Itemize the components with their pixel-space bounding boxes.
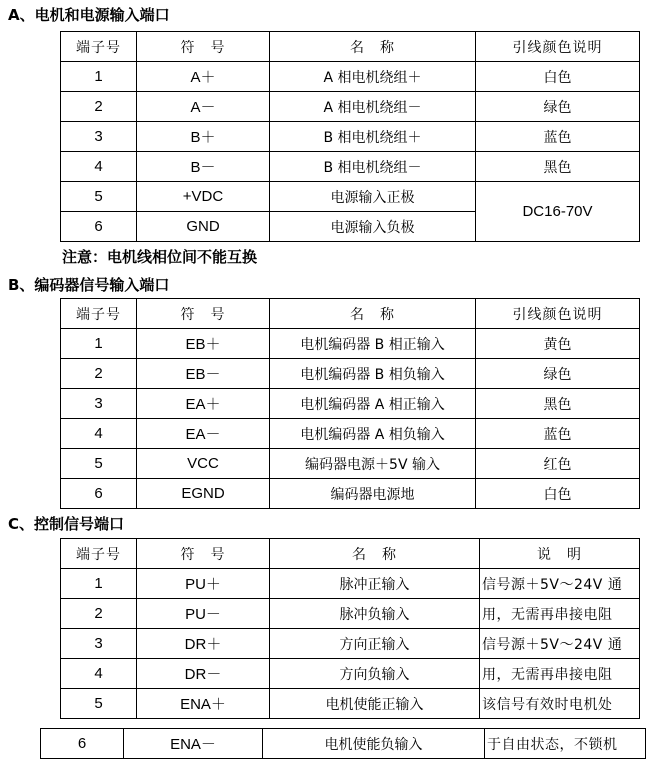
table-row — [61, 689, 640, 719]
terminal-name: B 相电机绕组＋ — [270, 122, 476, 152]
header-name: 名 称 — [270, 32, 476, 62]
terminal-symbol: EA＋ — [137, 389, 270, 419]
terminal-name: 脉冲正输入 — [270, 569, 480, 599]
table-row — [61, 449, 640, 479]
header-terminal: 端子号 — [61, 299, 137, 329]
terminal-symbol: ENA＋ — [137, 689, 270, 719]
section-b-heading: B、编码器信号输入端口 — [8, 276, 170, 294]
table-row — [61, 419, 640, 449]
terminal-symbol: VCC — [137, 449, 270, 479]
table-row — [61, 389, 640, 419]
table-row — [61, 629, 640, 659]
header-description: 说 明 — [480, 539, 640, 569]
terminal-symbol: DR＋ — [137, 629, 270, 659]
terminal-number: 4 — [61, 659, 137, 689]
table-row — [61, 62, 640, 92]
control-signal-table-continued — [40, 728, 646, 759]
terminal-number: 1 — [61, 329, 137, 359]
terminal-symbol: PU－ — [137, 599, 270, 629]
terminal-symbol: EA－ — [137, 419, 270, 449]
terminal-description: 该信号有效时电机处 — [480, 689, 640, 719]
table-row — [61, 569, 640, 599]
wire-color: 黄色 — [476, 329, 640, 359]
terminal-number: 2 — [61, 599, 137, 629]
encoder-input-table — [60, 298, 640, 509]
terminal-symbol: +VDC — [137, 182, 270, 212]
header-symbol: 符 号 — [137, 539, 270, 569]
terminal-symbol: A－ — [137, 92, 270, 122]
table-row — [61, 659, 640, 689]
terminal-number: 3 — [61, 389, 137, 419]
terminal-name: 电机编码器 B 相负输入 — [270, 359, 476, 389]
terminal-name: B 相电机绕组－ — [270, 152, 476, 182]
terminal-description: 于自由状态，不锁机 — [485, 729, 646, 759]
terminal-name: 编码器电源＋5V 输入 — [270, 449, 476, 479]
terminal-number: 1 — [61, 569, 137, 599]
phase-warning-note: 注意：电机线相位间不能互换 — [62, 248, 258, 266]
table-header-row — [61, 539, 640, 569]
terminal-number: 1 — [61, 62, 137, 92]
table-row — [61, 92, 640, 122]
terminal-number: 4 — [61, 419, 137, 449]
terminal-symbol: PU＋ — [137, 569, 270, 599]
terminal-name: 电机使能负输入 — [263, 729, 485, 759]
terminal-name: 脉冲负输入 — [270, 599, 480, 629]
wire-color: 白色 — [476, 479, 640, 509]
terminal-name: 方向正输入 — [270, 629, 480, 659]
terminal-description: 信号源＋5V～24V 通 — [480, 569, 640, 599]
terminal-name: A 相电机绕组－ — [270, 92, 476, 122]
wire-color: 蓝色 — [476, 419, 640, 449]
terminal-name: 电机编码器 B 相正输入 — [270, 329, 476, 359]
table-row — [61, 122, 640, 152]
table-row — [61, 329, 640, 359]
terminal-description: 信号源＋5V～24V 通 — [480, 629, 640, 659]
terminal-name: 电源输入正极 — [270, 182, 476, 212]
terminal-name: 编码器电源地 — [270, 479, 476, 509]
wire-color: 蓝色 — [476, 122, 640, 152]
header-terminal: 端子号 — [61, 539, 137, 569]
terminal-name: 电机编码器 A 相负输入 — [270, 419, 476, 449]
terminal-symbol: EGND — [137, 479, 270, 509]
section-a-heading: A、电机和电源输入端口 — [8, 6, 170, 24]
terminal-number: 6 — [41, 729, 124, 759]
terminal-number: 5 — [61, 689, 137, 719]
header-terminal: 端子号 — [61, 32, 137, 62]
terminal-symbol: GND — [137, 212, 270, 242]
header-wire-color: 引线颜色说明 — [476, 299, 640, 329]
table-row — [61, 359, 640, 389]
terminal-number: 2 — [61, 359, 137, 389]
header-name: 名 称 — [270, 299, 476, 329]
terminal-number: 3 — [61, 122, 137, 152]
wire-color: 绿色 — [476, 359, 640, 389]
terminal-number: 6 — [61, 212, 137, 242]
header-name: 名 称 — [270, 539, 480, 569]
wire-color: 黑色 — [476, 152, 640, 182]
table-header-row — [61, 32, 640, 62]
terminal-name: 电源输入负极 — [270, 212, 476, 242]
table-row — [61, 479, 640, 509]
terminal-symbol: B－ — [137, 152, 270, 182]
terminal-name: 电机编码器 A 相正输入 — [270, 389, 476, 419]
terminal-symbol: EB－ — [137, 359, 270, 389]
terminal-number: 5 — [61, 182, 137, 212]
header-symbol: 符 号 — [137, 32, 270, 62]
motor-power-table — [60, 31, 640, 242]
wire-color: 绿色 — [476, 92, 640, 122]
terminal-symbol: B＋ — [137, 122, 270, 152]
header-symbol: 符 号 — [137, 299, 270, 329]
terminal-symbol: EB＋ — [137, 329, 270, 359]
control-signal-table — [60, 538, 640, 719]
wire-color: 红色 — [476, 449, 640, 479]
terminal-description: 用，无需再串接电阻 — [480, 659, 640, 689]
terminal-name: 方向负输入 — [270, 659, 480, 689]
terminal-symbol: ENA－ — [124, 729, 263, 759]
table-header-row — [61, 299, 640, 329]
terminal-number: 3 — [61, 629, 137, 659]
table-row — [61, 182, 640, 212]
terminal-number: 6 — [61, 479, 137, 509]
terminal-symbol: DR－ — [137, 659, 270, 689]
wire-color: 黑色 — [476, 389, 640, 419]
wire-color: 白色 — [476, 62, 640, 92]
terminal-number: 5 — [61, 449, 137, 479]
header-wire-color: 引线颜色说明 — [476, 32, 640, 62]
terminal-number: 4 — [61, 152, 137, 182]
table-row — [41, 729, 646, 759]
terminal-name: 电机使能正输入 — [270, 689, 480, 719]
terminal-number: 2 — [61, 92, 137, 122]
terminal-description: 用，无需再串接电阻 — [480, 599, 640, 629]
terminal-name: A 相电机绕组＋ — [270, 62, 476, 92]
section-c-heading: C、控制信号端口 — [8, 515, 125, 533]
table-row — [61, 599, 640, 629]
table-row — [61, 152, 640, 182]
terminal-symbol: A＋ — [137, 62, 270, 92]
power-voltage-range: DC16-70V — [476, 182, 640, 242]
